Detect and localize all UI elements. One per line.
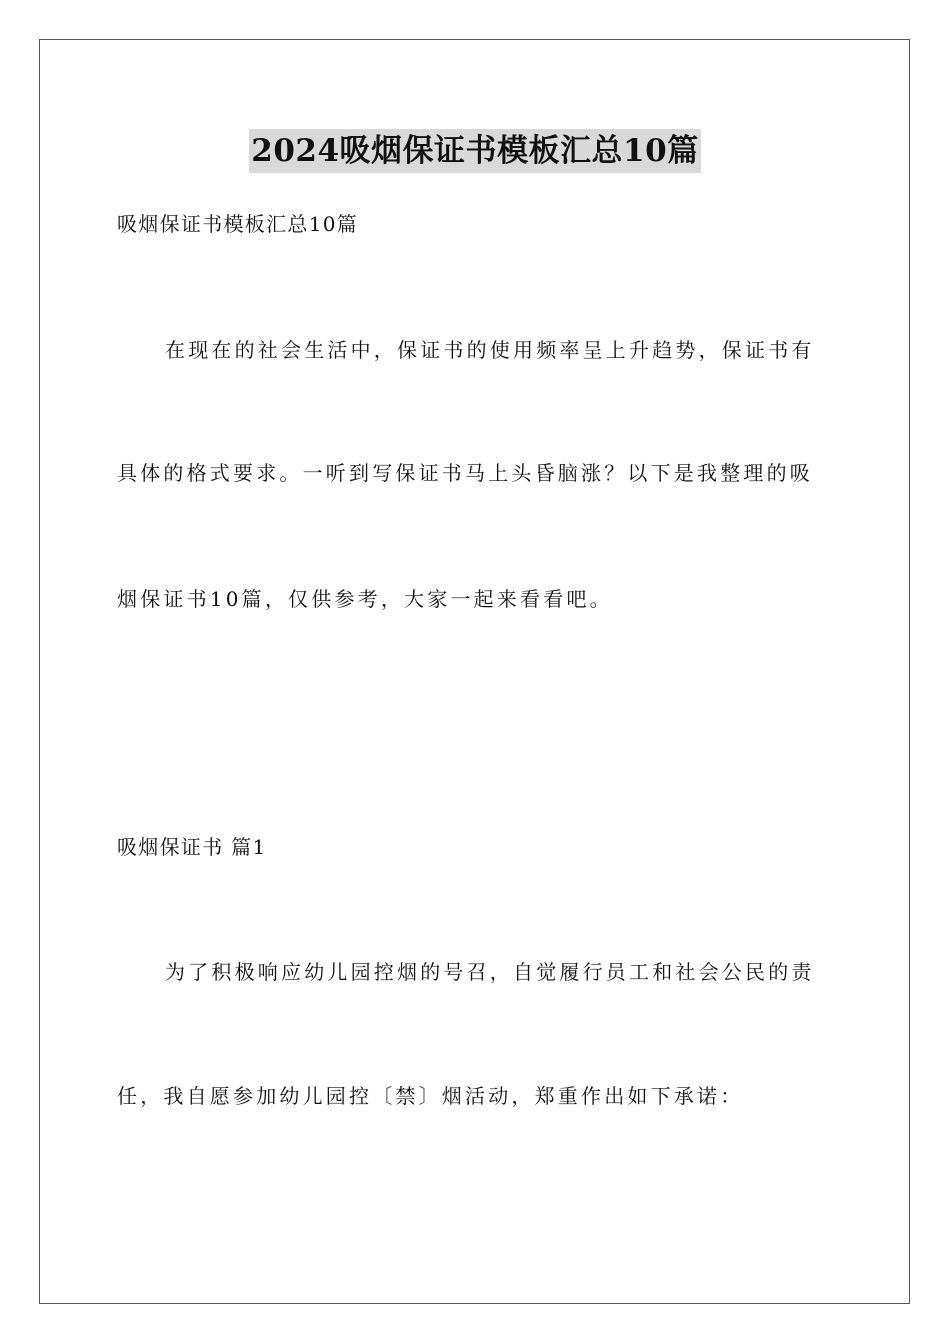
document-title [0,128,950,173]
intro-paragraph-line-3: 烟保证书10篇，仅供参考，大家一起来看看吧。 [117,587,613,611]
section1-paragraph-line-1: 为了积极响应幼儿园控烟的号召，自觉履行员工和社会公民的责 [165,960,815,984]
intro-paragraph-line-2: 具体的格式要求。一听到写保证书马上头昏脑涨？以下是我整理的吸 [117,461,813,485]
intro-paragraph-line-1: 在现在的社会生活中，保证书的使用频率呈上升趋势，保证书有 [165,338,815,362]
section-heading-1: 吸烟保证书 篇1 [117,835,267,859]
document-subtitle: 吸烟保证书模板汇总10篇 [117,212,359,236]
section1-paragraph-line-2: 任，我自愿参加幼儿园控〔禁〕烟活动，郑重作出如下承诺： [117,1084,744,1108]
document-title-text: 2024吸烟保证书模板汇总10篇 [249,129,700,173]
